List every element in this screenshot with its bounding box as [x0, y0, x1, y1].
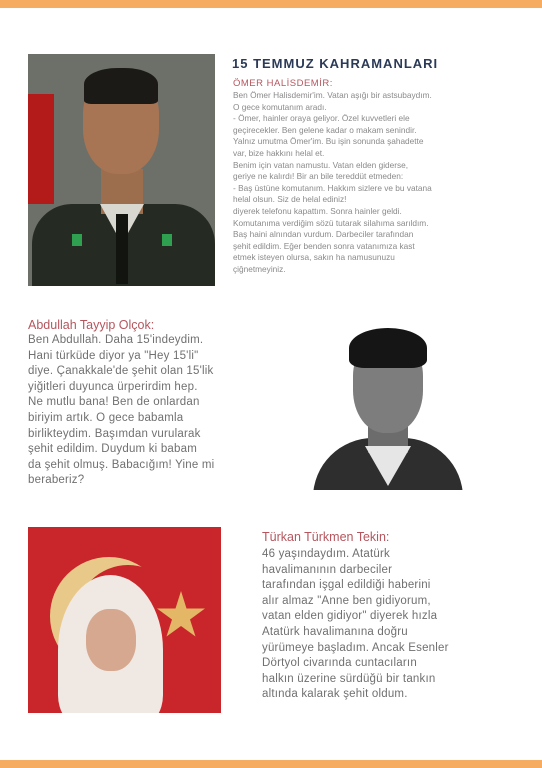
story-line: vatan elden gidiyor" diyerek hızla	[262, 610, 438, 623]
hair-shape	[349, 328, 427, 368]
top-accent-bar	[0, 0, 542, 8]
hair-shape	[84, 68, 158, 104]
story-line: 46 yaşındaydım. Atatürk	[262, 548, 390, 560]
story-line: havalimanının darbeciler	[262, 563, 393, 576]
flag-shape	[28, 94, 54, 204]
story-line: Ne mutlu bana! Ben de onlardan	[28, 396, 200, 409]
story-line: alır almaz "Anne ben gidiyorum,	[262, 594, 431, 607]
story-line: şehit edildim. Eğer benden sonra vatanımıza kast	[233, 240, 415, 251]
story-line: Baş haini alnından vurdum. Darbeciler tarafından	[233, 229, 414, 240]
young-man-photo	[313, 318, 463, 490]
story-line: var, bize hakkını helal et.	[233, 147, 325, 158]
story-line: - Ömer, hainler oraya geliyor. Özel kuvvetleri ele	[233, 113, 410, 124]
face-shape	[86, 609, 136, 671]
story-line: diyerek telefonu kapattım. Sonra hainler geldi.	[233, 205, 402, 216]
story-line: Dörtyol civarında cuntacıların	[262, 657, 417, 670]
woman-photo	[28, 527, 221, 713]
story-line: tarafından işgal edildiği haberini	[262, 579, 431, 592]
story-line: geriye ne kalırdı! Bir an bile tereddüt etmeden:	[233, 171, 404, 182]
collar-tab-left	[72, 234, 82, 246]
story-line: Komutanıma verdiğim sözü tutarak silahıma sarıldım.	[233, 217, 429, 228]
story-line: etmek isteyen olursa, sakın ha namusunuzu	[233, 252, 395, 263]
hero2-story	[28, 333, 254, 489]
bottom-accent-bar	[0, 760, 542, 768]
story-line: çiğnetmeyiniz.	[233, 263, 286, 274]
story-line: - Baş üstüne komutanım. Hakkım sizlere ve bu vatana	[233, 182, 432, 193]
story-line: Ben Abdullah. Daha 15'indeydim.	[28, 334, 204, 346]
story-line: yürümeye başladım. Ancak Esenler	[262, 641, 449, 654]
hero1-name: ÖMER HALİSDEMİR:	[233, 78, 333, 89]
story-line: Hani türküde diyor ya "Hey 15'li"	[28, 349, 199, 362]
story-line: O gece komutanım aradı.	[233, 101, 327, 112]
story-line: biriyim artık. O gece babamla	[28, 411, 184, 424]
story-line: helal olsun. Siz de helal ediniz!	[233, 194, 347, 205]
hero3-story	[262, 547, 500, 703]
page-title: 15 TEMMUZ KAHRAMANLARI	[232, 56, 439, 71]
story-line: beraberiz?	[28, 474, 85, 487]
story-line: Ben Ömer Halisdemir'im. Vatan aşığı bir astsubaydım.	[233, 90, 432, 100]
tie-shape	[116, 214, 128, 284]
story-line: Atatürk havalimanına doğru	[262, 625, 408, 638]
soldier-photo	[28, 54, 215, 286]
story-line: altında kalarak şehit oldum.	[262, 688, 408, 701]
story-line: şehit edildim. Duydum ki babam	[28, 443, 197, 456]
story-line: Yalnız umutma Ömer'im. Bu işin sonunda şahadette	[233, 136, 424, 147]
hero3-name: Türkan Türkmen Tekin:	[262, 530, 390, 544]
story-line: birlikteydim. Başımdan vurularak	[28, 427, 201, 440]
story-line: diye. Çanakkale'de şehit olan 15'lik	[28, 365, 214, 378]
story-line: da şehit olmuş. Babacığım! Yine mi	[28, 458, 215, 471]
collar-tab-right	[162, 234, 172, 246]
story-line: Benim için vatan namustu. Vatan elden giderse,	[233, 159, 409, 170]
story-line: halkın üzerine sürdüğü bir tankın	[262, 672, 436, 685]
hero1-story	[233, 90, 495, 276]
story-line: yiğitleri duyunca ürperirdim hep.	[28, 380, 198, 393]
hero2-name: Abdullah Tayyip Olçok:	[28, 318, 155, 332]
story-line: geçirecekler. Ben gelene kadar o makam senindir.	[233, 124, 417, 135]
